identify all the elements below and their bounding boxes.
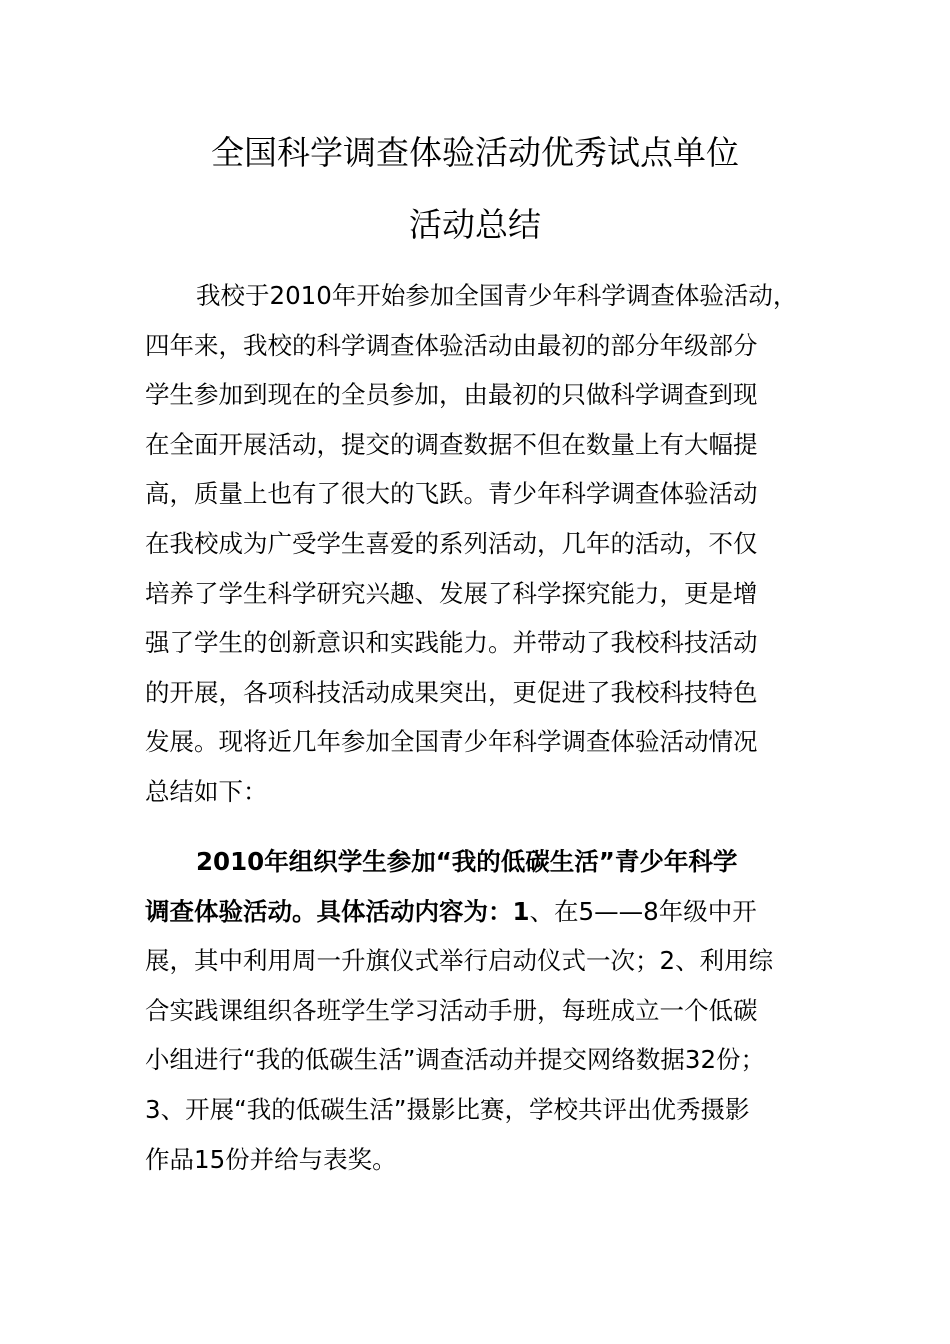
document-subtitle: 活动总结 bbox=[409, 205, 541, 244]
paragraph-line: 四年来，我校的科学调查体验活动由最初的部分年级部分 bbox=[145, 330, 758, 360]
paragraph-line: 作品15份并给与表奖。 bbox=[145, 1144, 397, 1174]
paragraph-line: 我校于2010年开始参加全国青少年科学调查体验活动， bbox=[196, 281, 798, 310]
paragraph-line: 强了学生的创新意识和实践能力。并带动了我校科技活动 bbox=[145, 628, 758, 658]
paragraph-line: 在我校成为广受学生喜爱的系列活动，几年的活动，不仅 bbox=[145, 528, 758, 558]
paragraph-line bbox=[145, 887, 825, 937]
paragraph-line: 高，质量上也有了很大的飞跃。青少年科学调查体验活动 bbox=[145, 479, 758, 509]
paragraph-introduction bbox=[145, 271, 825, 817]
paragraph-line: 学生参加到现在的全员参加，由最初的只做科学调查到现 bbox=[145, 380, 758, 410]
paragraph-line: 发展。现将近几年参加全国青少年科学调查体验活动情况 bbox=[145, 727, 758, 757]
paragraph-heading-line: 2010年组织学生参加“我的低碳生活”青少年科学 bbox=[196, 847, 738, 876]
paragraph-line: 小组进行“我的低碳生活”调查活动并提交网络数据32份； bbox=[145, 1045, 766, 1075]
paragraph-line: 3、开展“我的低碳生活”摄影比赛，学校共评出优秀摄影 bbox=[145, 1094, 750, 1124]
paragraph-line: 合实践课组织各班学生学习活动手册，每班成立一个低碳 bbox=[145, 995, 758, 1025]
paragraph-line: 总结如下： bbox=[145, 776, 268, 806]
paragraph-line: 的开展，各项科技活动成果突出，更促进了我校科技特色 bbox=[145, 677, 758, 707]
paragraph-line: 展，其中利用周一升旗仪式举行启动仪式一次；2、利用综 bbox=[145, 946, 774, 976]
paragraph-bold-run: 调查体验活动。具体活动内容为：1 bbox=[145, 896, 530, 926]
document-title: 全国科学调查体验活动优秀试点单位 bbox=[211, 133, 739, 172]
paragraph-line: 在全面开展活动，提交的调查数据不但在数量上有大幅提 bbox=[145, 429, 758, 459]
paragraph-2010-activity bbox=[145, 837, 825, 1184]
paragraph-line: 培养了学生科学研究兴趣、发展了科学探究能力，更是增 bbox=[145, 578, 758, 608]
paragraph-run: 、在5——8年级中开 bbox=[529, 896, 757, 926]
